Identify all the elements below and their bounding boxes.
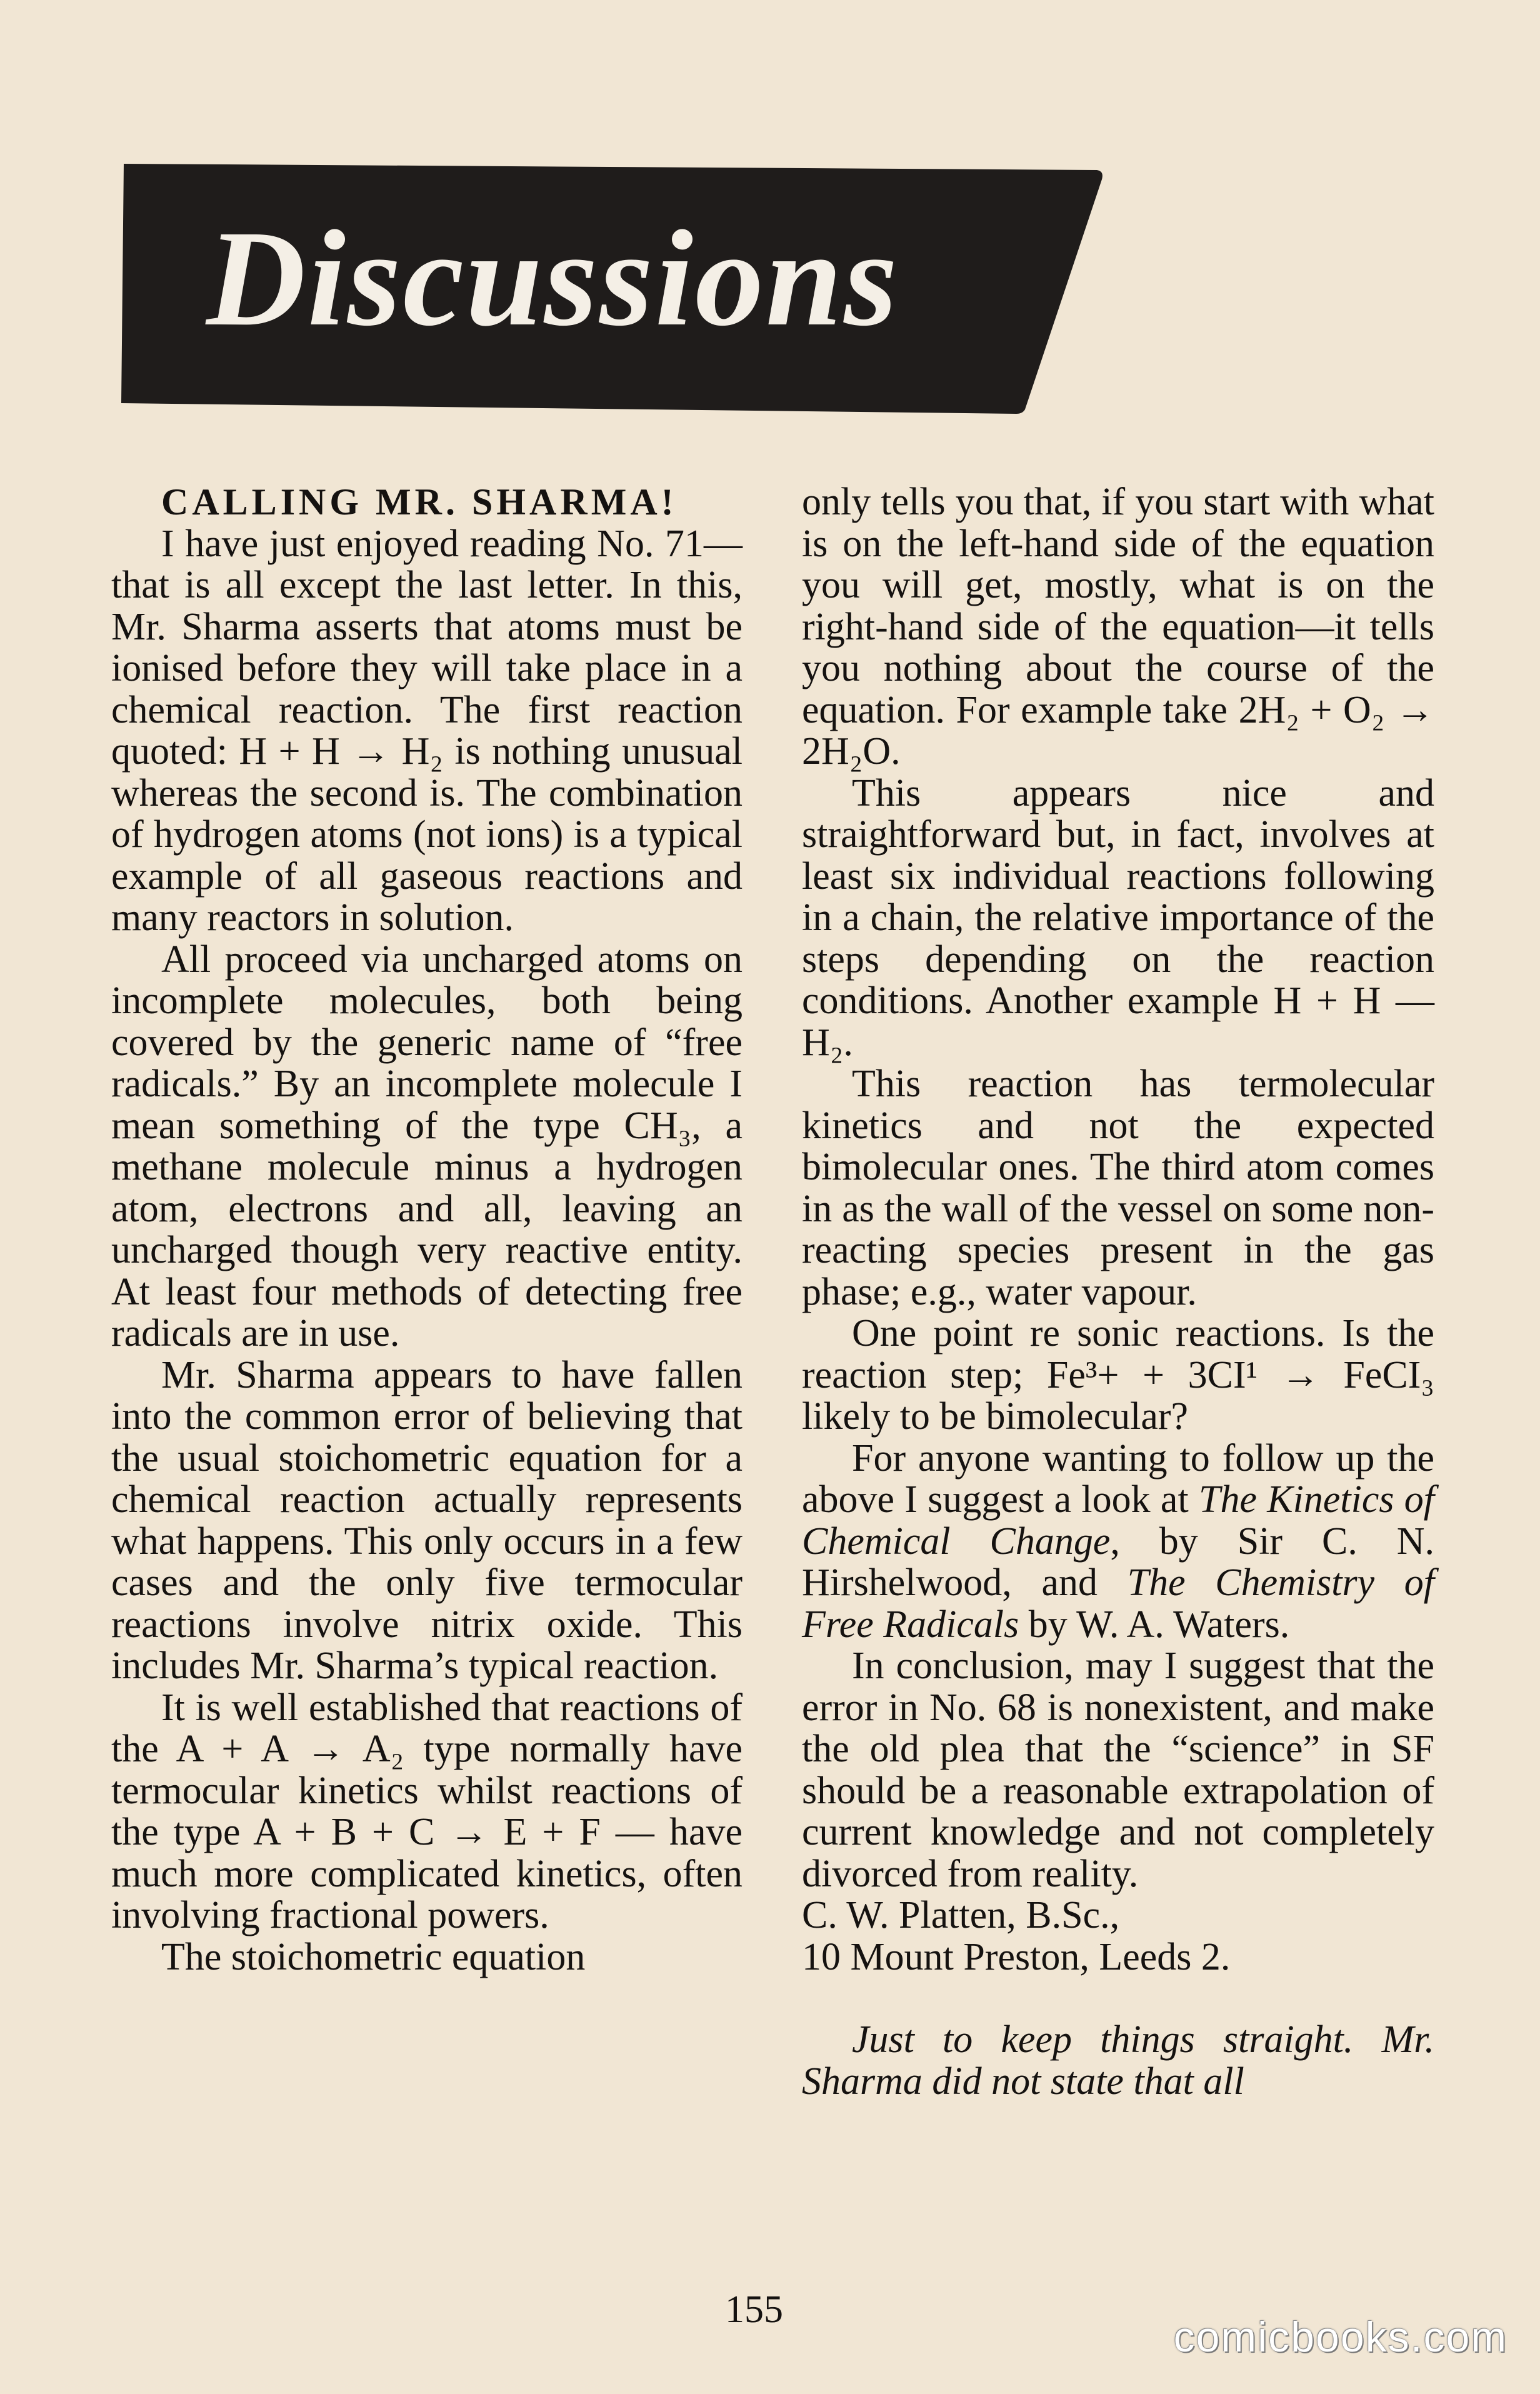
book-recommendation <box>802 1438 1434 1646</box>
book-title: The Chemistry of Free Radicals <box>802 1561 1434 1646</box>
books-intro: For anyone wanting to follow up the above I suggest a look at <box>802 1436 1434 1521</box>
section-title: Discussions <box>206 202 899 354</box>
page-number: 155 <box>725 2288 783 2331</box>
watermark: comicbooks.com <box>1173 2313 1508 2361</box>
paragraph: One point re sonic reactions. Is the reaction step; Fe³+ + 3CI¹ → FeCI₃ likely to be bimolecular? <box>802 1312 1434 1438</box>
book-author: by W. A. Waters. <box>1019 1603 1290 1646</box>
left-column <box>111 481 742 1978</box>
right-column <box>802 481 1434 2102</box>
letter-heading: CALLING MR. SHARMA! <box>161 481 678 523</box>
paragraph: It is well established that reactions of the A + A → A₂ type normally have termocular kinetics whilst reactions of the type A + B + C → E + F — have much more complicated kinetics, often involving fractional powers. <box>111 1686 742 1936</box>
paragraph: I have just enjoyed reading No. 71—that is all except the last letter. In this, Mr. Sharma asserts that atoms must be ionised before they will take place in a chemical reaction. The first reaction quoted: H + H → H₂ is nothing unusual whereas the second is. The combination of hydrogen atoms (not ions) is a typical example of all gaseous reactions and many reactors in solution. <box>111 522 742 939</box>
paragraph: The stoichometric equation <box>161 1935 586 1978</box>
book-author: , by Sir C. N. Hirshelwood, and <box>802 1520 1435 1604</box>
signature-address: 10 Mount Preston, Leeds 2. <box>802 1935 1231 1978</box>
paragraph: All proceed via uncharged atoms on incomplete molecules, both being covered by the generic name of “free radicals.” By an incomplete molecule I mean something of the type CH₃, a methane molecule minus a hydrogen atom, electrons and all, leaving an uncharged though very reactive entity. At least four methods of detecting free radicals are in use. <box>111 938 742 1355</box>
signature-name: C. W. Platten, B.Sc., <box>802 1894 1120 1936</box>
paragraph: This appears nice and straightforward but, in fact, involves at least six individual reactions following in a chain, the relative importance of the steps depending on the reaction conditions. Another example H + H — H₂. <box>802 771 1434 1064</box>
discussions-banner <box>119 156 1106 416</box>
editor-note: Just to keep things straight. Mr. Sharma did not state that all <box>802 2018 1434 2103</box>
paragraph: This reaction has termolecular kinetics and not the expected bimolecular ones. The third atom comes in as the wall of the vessel on some non-reacting species present in the gas phase; e.g., water vapour. <box>802 1063 1434 1313</box>
paragraph-continuation: only tells you that, if you start with what is on the left-hand side of the equation you will get, mostly, what is on the right-hand side of the equation—it tells you nothing about the course of the equation. For example take 2H₂ + O₂ → 2H₂O. <box>802 481 1434 773</box>
book-title: The Kinetics of Chemical Change <box>802 1478 1435 1563</box>
paragraph: Mr. Sharma appears to have fallen into the common error of believing that the usual stoichometric equation for a chemical reaction actually represents what happens. This only occurs in a few cases and the only five termocular reactions involve nitrix oxide. This includes Mr. Sharma’s typical reaction. <box>111 1353 742 1687</box>
paragraph: In conclusion, may I suggest that the error in No. 68 is nonexistent, and make the old plea that the “science” in SF should be a reasonable extrapolation of current knowledge and not completely divorced from reality. <box>802 1645 1434 1895</box>
